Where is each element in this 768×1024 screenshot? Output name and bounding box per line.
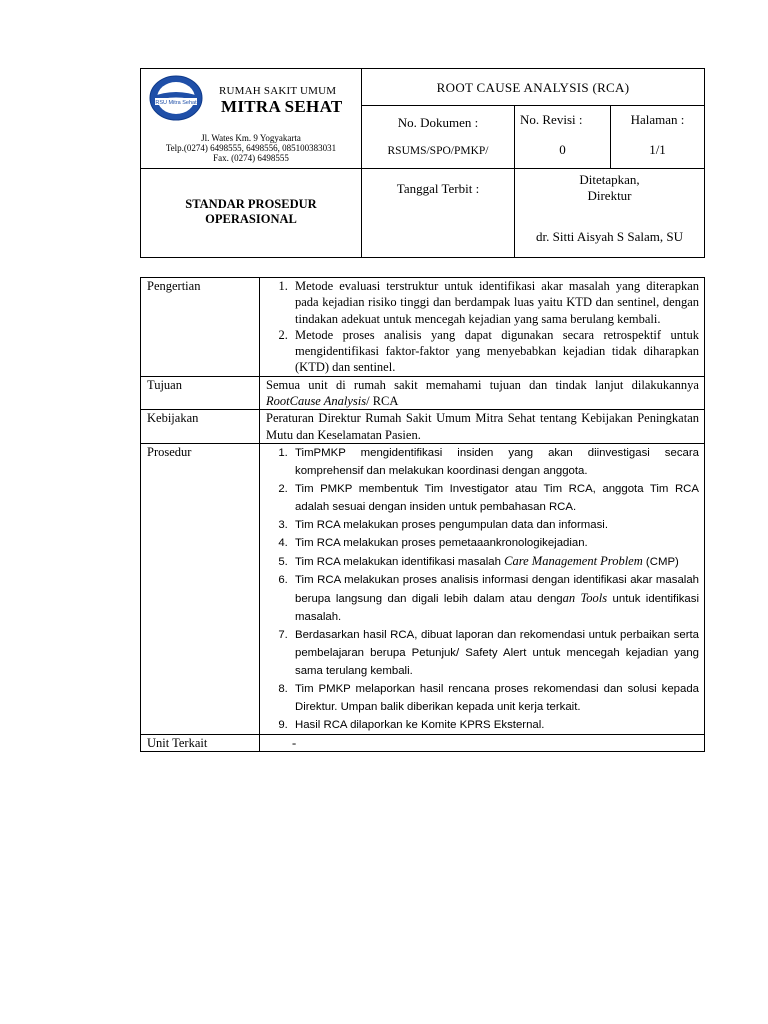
page-label: Halaman : (630, 112, 685, 128)
hospital-type: RUMAH SAKIT UMUM (219, 85, 337, 97)
value-tujuan (260, 376, 705, 410)
revision-cell (515, 106, 611, 169)
sop-title-cell (141, 169, 362, 258)
page-value: 1/1 (649, 142, 666, 158)
doc-number-value: RSUMS/SPO/PMKP/ (387, 145, 489, 158)
approved-label: Ditetapkan, (579, 172, 640, 187)
tujuan-italic-term: RootCause Analysis (266, 394, 367, 409)
prosedur-item-5-suffix: (CMP) (642, 555, 679, 568)
row-tujuan (141, 376, 705, 410)
prosedur-item-6-italic: an Tools (562, 590, 608, 605)
doc-number-label: No. Dokumen : (397, 115, 479, 131)
prosedur-item-5 (291, 552, 699, 571)
row-pengertian (141, 278, 705, 377)
address-line-3: Fax. (0274) 6498555 (213, 153, 289, 163)
hospital-address (141, 133, 361, 163)
revision-value: 0 (559, 142, 566, 158)
sop-content-table (140, 277, 705, 752)
pengertian-item-2: 2. Metode proses analisis yang dapat digunakan secara retrospektif untuk mengidentifikasi faktor-faktor yang menyebabkan kejadian tidak diharapkan (KTD) dan sentinel. (291, 327, 699, 376)
prosedur-item-3: 3. Tim RCA melakukan proses pengumpulan data dan informasi. (291, 516, 699, 534)
prosedur-item-1: 1. TimPMKP mengidentifikasi insiden yang akan diinvestigasi secara komprehensif dan melakukan koordinasi dengan anggota. (291, 444, 699, 480)
hospital-name: MITRA SEHAT (221, 97, 343, 116)
prosedur-item-5-italic: Care Management Problem (504, 553, 643, 568)
label-pengertian: Pengertian (141, 278, 260, 377)
label-kebijakan: Kebijakan (141, 410, 260, 444)
row-kebijakan (141, 410, 705, 444)
issue-date-label: Tanggal Terbit : (396, 181, 480, 196)
prosedur-item-6-text: Tim RCA melakukan proses analisis informasi dengan identifikasi akar masalah berupa langsung dan digali lebih dalam atau deng (295, 573, 699, 605)
tujuan-suffix: / RCA (366, 394, 399, 409)
prosedur-item-6-suffix: untuk identifikasi masalah. (295, 592, 699, 623)
page-cell (611, 106, 705, 169)
address-line-1: Jl. Wates Km. 9 Yogyakarta (201, 133, 301, 143)
doc-number-cell (362, 106, 515, 169)
row-prosedur (141, 443, 705, 734)
prosedur-item-2: 2. Tim PMKP membentuk Tim Investigator atau Tim RCA, anggota Tim RCA adalah sesuai dengan insiden untuk pembahasan RCA. (291, 480, 699, 516)
prosedur-item-9: 9. Hasil RCA dilaporkan ke Komite KPRS Eksternal. (291, 716, 699, 734)
prosedur-item-5-text: Tim RCA melakukan identifikasi masalah (295, 555, 505, 568)
prosedur-item-8: 8. Tim PMKP melaporkan hasil rencana proses rekomendasi dan solusi kepada Direktur. Umpan balik diberikan kepada unit kerja terkait. (291, 680, 699, 716)
logo-text: RSU Mitra Sehat (155, 100, 197, 106)
hospital-identity-cell (141, 69, 362, 169)
prosedur-item-4: 4. Tim RCA melakukan proses pemetaaankronologikejadian. (291, 534, 699, 552)
label-unit-terkait: Unit Terkait (141, 734, 260, 751)
approver-title: Direktur (587, 188, 632, 203)
tujuan-text: Semua unit di rumah sakit memahami tujuan dan tindak lanjut dilakukannya (266, 377, 699, 392)
approval-cell (515, 169, 705, 258)
sop-title-line-1: STANDAR PROSEDUR (185, 197, 317, 211)
label-prosedur: Prosedur (141, 443, 260, 734)
issue-date-cell (362, 169, 515, 258)
header-table (140, 68, 705, 258)
value-pengertian (260, 278, 705, 377)
value-kebijakan: Peraturan Direktur Rumah Sakit Umum Mitra Sehat tentang Kebijakan Peningkatan Mutu dan Keselamatan Pasien. (260, 410, 705, 444)
director-name: dr. Sitti Aisyah S Salam, SU (536, 229, 683, 244)
sop-title-line-2: OPERASIONAL (205, 212, 297, 226)
document-title: ROOT CAUSE ANALYSIS (RCA) (362, 69, 705, 106)
value-prosedur (260, 443, 705, 734)
value-unit-terkait: - (260, 734, 705, 751)
revision-label: No. Revisi : (520, 112, 583, 128)
hospital-logo-icon (147, 73, 205, 123)
address-line-2: Telp.(0274) 6498555, 6498556, 085100383031 (165, 143, 337, 153)
prosedur-item-6 (291, 571, 699, 626)
prosedur-item-7: 7. Berdasarkan hasil RCA, dibuat laporan dan rekomendasi untuk perbaikan serta pembelajaran berupa Petunjuk/ Safety Alert untuk mencegah kejadian yang sama terulang kembali. (291, 626, 699, 680)
pengertian-item-1: 1. Metode evaluasi terstruktur untuk identifikasi akar masalah yang diterapkan pada kejadian risiko tinggi dan berdampak luas yaitu KTD dan sentinel, dengan tindakan adekuat untuk mencegah kejadian yang sama berulang kembali. (291, 278, 699, 327)
row-unit-terkait (141, 734, 705, 751)
label-tujuan: Tujuan (141, 376, 260, 410)
